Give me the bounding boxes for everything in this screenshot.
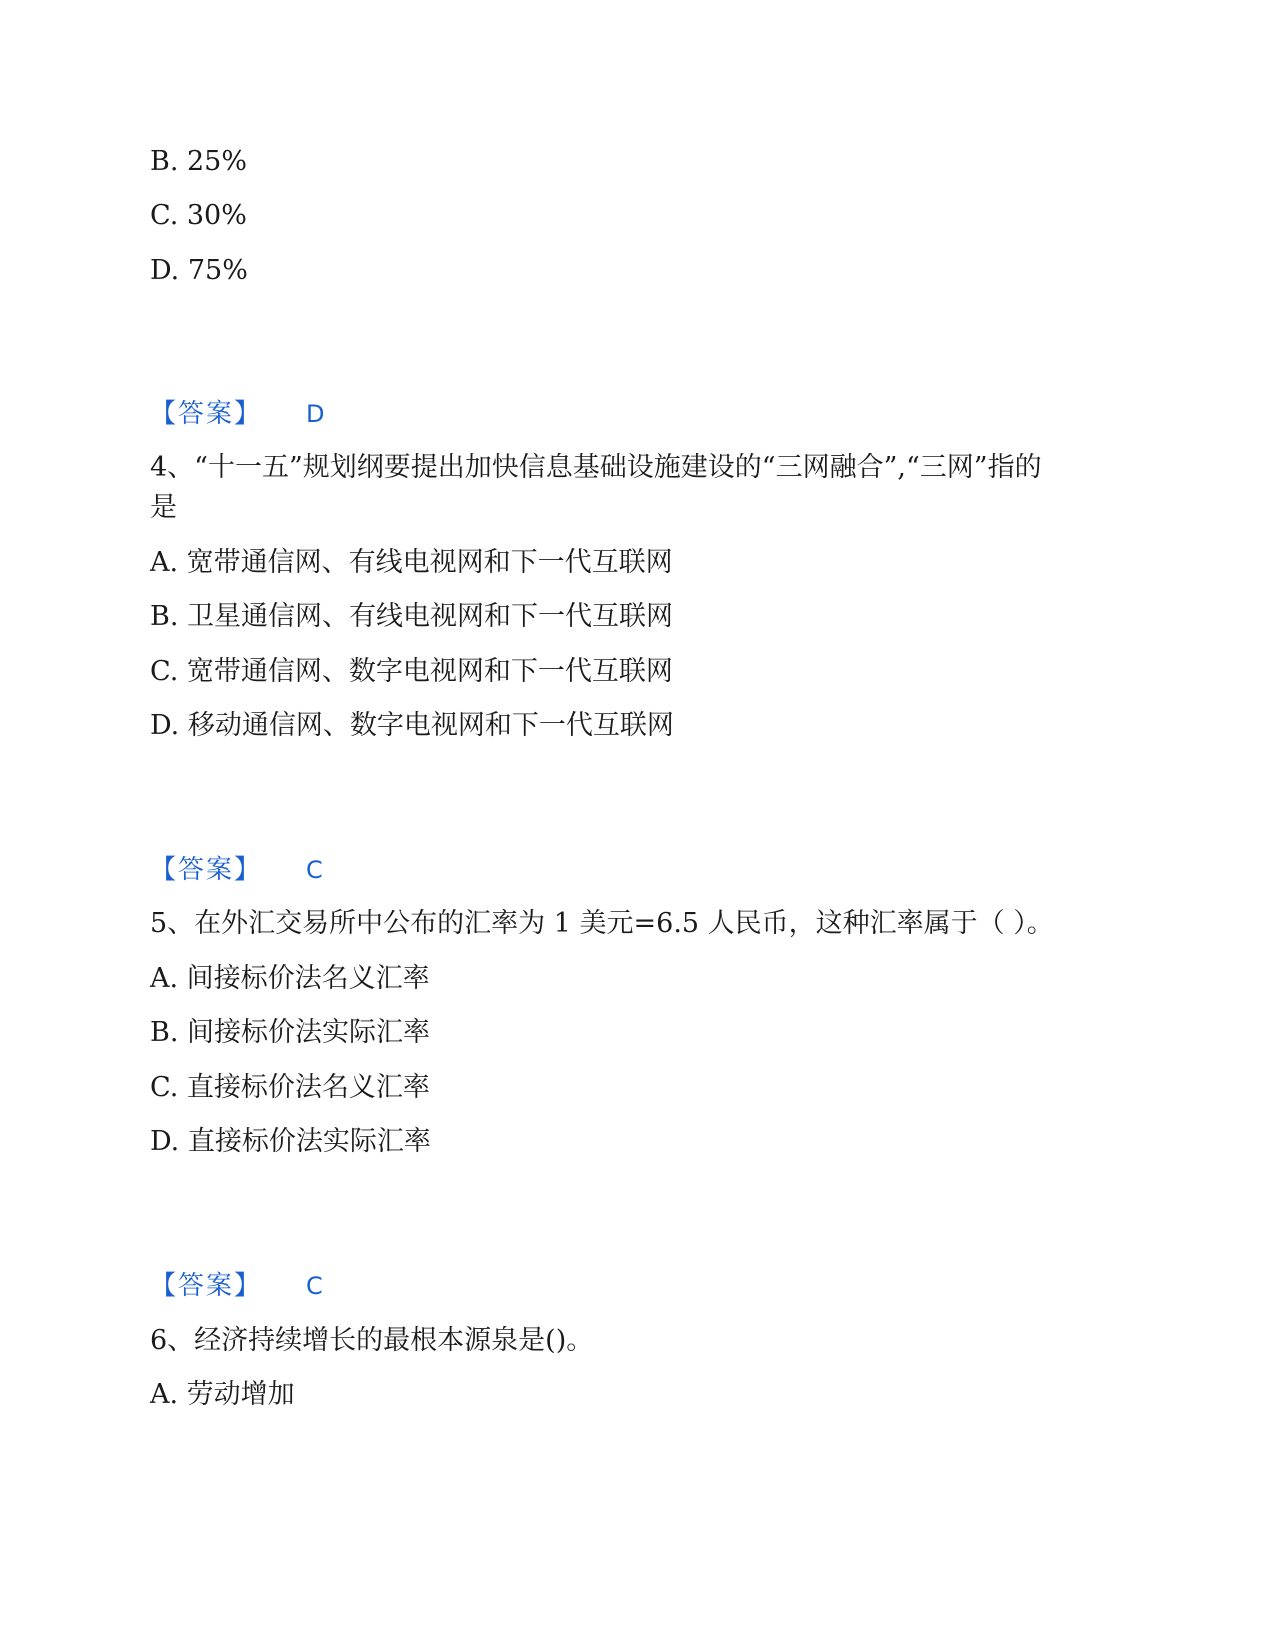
q4-question-line2: 是: [150, 492, 177, 523]
q4-option-d: D. 移动通信网、数字电视网和下一代互联网: [150, 710, 674, 741]
q6-question: 6、经济持续增长的最根本源泉是()。: [150, 1325, 594, 1356]
answer-value: C: [306, 1272, 323, 1300]
q6-option-a: A. 劳动增加: [150, 1379, 295, 1410]
answer-value: C: [306, 856, 323, 884]
q5-option-a: A. 间接标价法名义汇率: [150, 963, 430, 994]
q5-question: 5、在外汇交易所中公布的汇率为 1 美元=6.5 人民币，这种汇率属于（ ）。: [150, 908, 1054, 939]
q5-option-d: D. 直接标价法实际汇率: [150, 1126, 431, 1157]
answer-label: 【答案】: [150, 855, 263, 885]
q4-option-a: A. 宽带通信网、有线电视网和下一代互联网: [150, 547, 673, 578]
q3-answer: [150, 396, 325, 432]
q3-option-d: D. 75%: [150, 255, 248, 286]
q5-answer: [150, 1268, 323, 1304]
q4-option-c: C. 宽带通信网、数字电视网和下一代互联网: [150, 656, 673, 687]
answer-label: 【答案】: [150, 1271, 263, 1301]
q5-option-c: C. 直接标价法名义汇率: [150, 1072, 430, 1103]
q5-option-b: B. 间接标价法实际汇率: [150, 1017, 431, 1048]
answer-value: D: [306, 400, 325, 428]
q4-answer: [150, 852, 323, 888]
q4-question-line1: 4、“十一五”规划纲要提出加快信息基础设施建设的“三网融合”,“三网”指的: [150, 452, 1042, 483]
answer-label: 【答案】: [150, 399, 263, 429]
q3-option-c: C. 30%: [150, 200, 247, 231]
q3-option-b: B. 25%: [150, 146, 248, 177]
q4-option-b: B. 卫星通信网、有线电视网和下一代互联网: [150, 601, 674, 632]
